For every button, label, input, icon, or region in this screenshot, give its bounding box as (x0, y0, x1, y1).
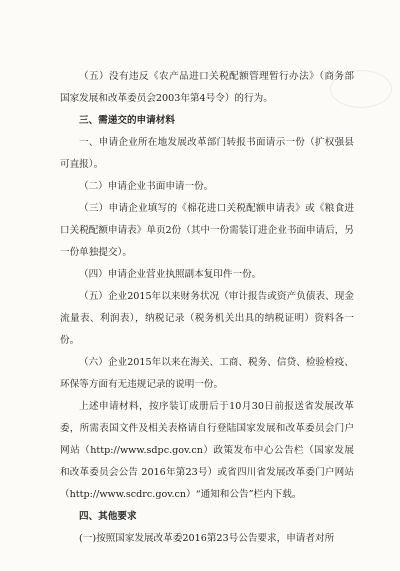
paragraph-material-3: （三）申请企业填写的《棉花进口关税配额申请表》或《粮食进口关税配额申请表》单页2份（其中一份需装订进企业书面申请后，另一份单独提交）。 (60, 203, 354, 258)
paragraph-material-2: （二）申请企业书面申请一份。 (79, 181, 214, 192)
section-heading-materials: 三、需递交的申请材料 (79, 115, 175, 126)
paragraph-condition-5: （五）没有违反《农产品进口关税配额管理暂行办法》（商务部 国家发展和改革委员会2003年第4号令）的行为。 (60, 71, 354, 104)
document-body (60, 66, 354, 550)
paragraph-material-4: （四）申请企业营业执照副本复印件一份。 (79, 269, 262, 280)
paragraph-material-6: （六）企业2015年以来在海关、工商、税务、信贷、检验检疫、环保等方面有无违规记录的说明一份。 (60, 357, 354, 390)
paragraph-submission-instructions: 上述申请材料，按序装订成册后于10月30日前报送省发展改革委，所需表国文件及相关表格请自行登陆国家发展和改革委员会门户网站（http://www.sdpc.gov.cn）政策发布中心公告栏（国家发展和改革委员会公告 2016年第23号）或省四川省发展改革委门户网站（http://www.scdrc.gov.cn）“通知和公告”栏内下载。 (60, 401, 354, 500)
paragraph-requirement-1: (一)按照国家发展改革委2016第23号公告要求，申请者对所 (79, 533, 335, 544)
paragraph-material-1: 一、申请企业所在地发展改革部门转报书面请示一份（扩权强县可直报）。 (60, 137, 354, 170)
section-heading-other-requirements: 四、其他要求 (79, 511, 137, 522)
paragraph-material-5: （五）企业2015年以来财务状况（审计报告或资产负债表、现金流量表、利润表），纳税记录（税务机关出具的纳税证明）资料各一份。 (60, 291, 354, 346)
